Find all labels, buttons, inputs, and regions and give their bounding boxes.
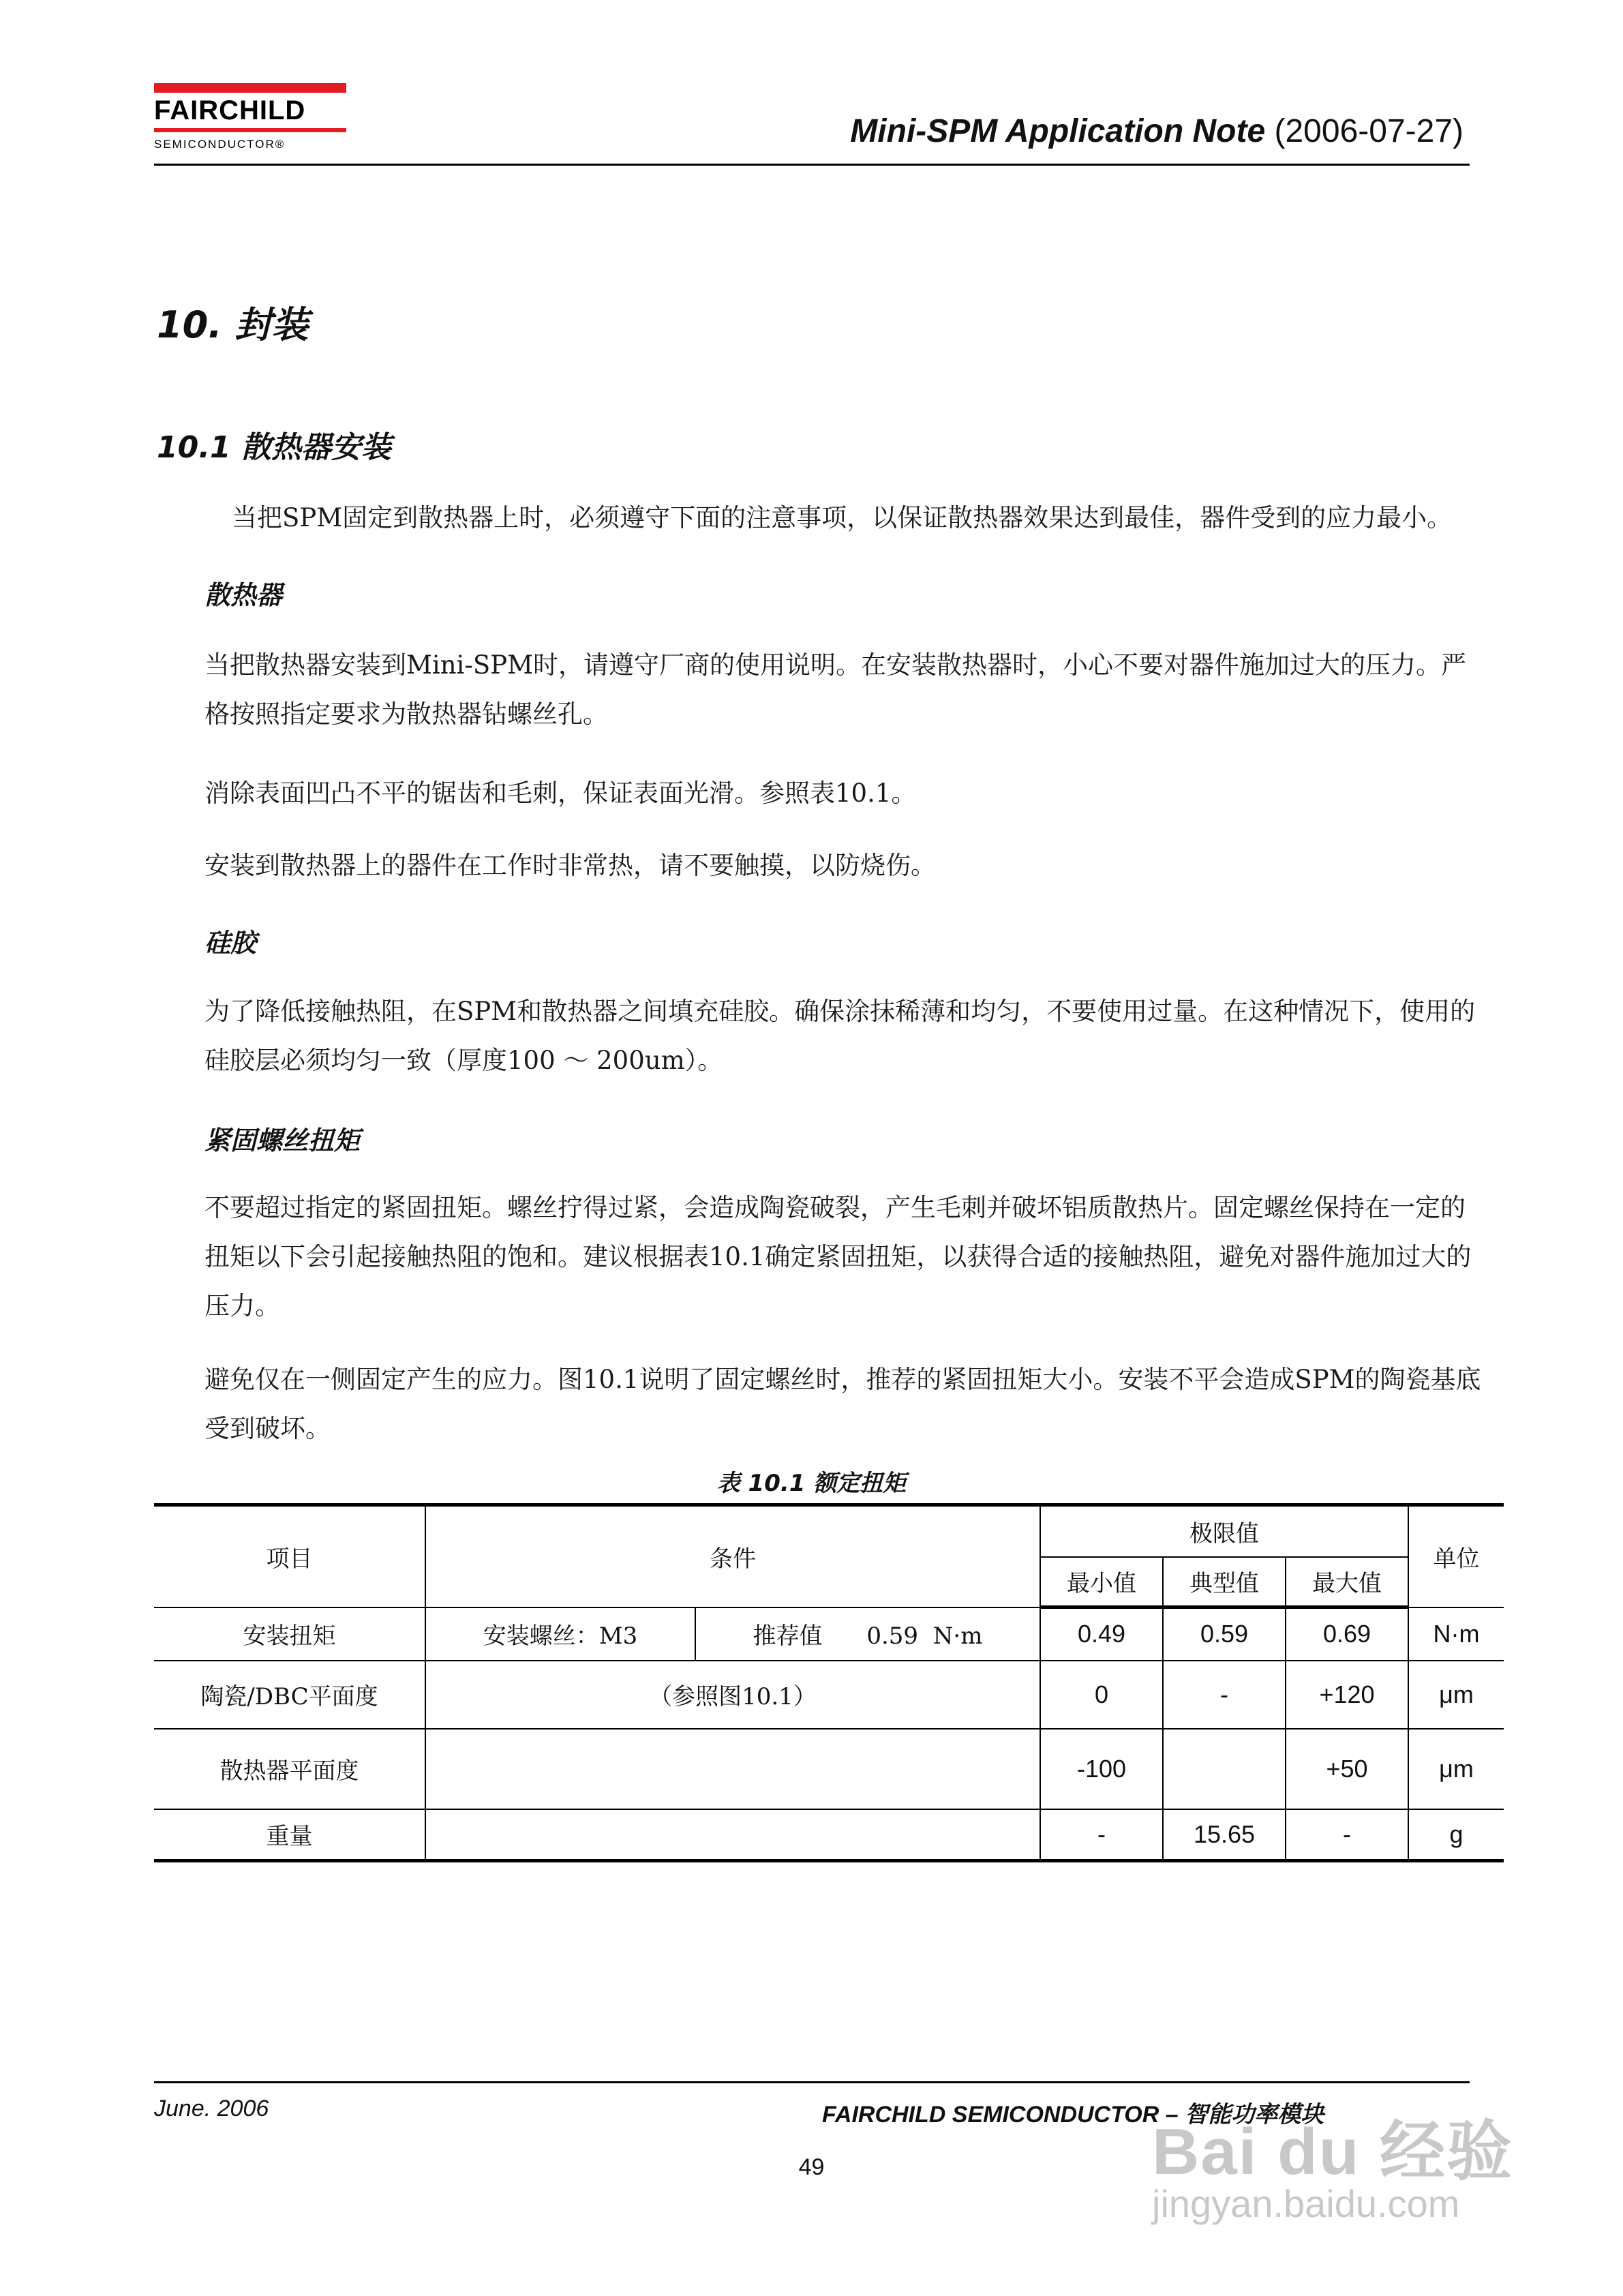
cell-condition [425, 1809, 1040, 1861]
cell-min: -100 [1040, 1729, 1163, 1809]
header-typ: 典型值 [1163, 1557, 1286, 1607]
footer-date: June. 2006 [154, 2096, 269, 2121]
cell-condition-screw: 安装螺丝：M3 [425, 1607, 695, 1661]
intro-paragraph: 当把SPM固定到散热器上时，必须遵守下面的注意事项，以保证散热器效果达到最佳，器件受到的应力最小。 [232, 503, 1453, 532]
header-min: 最小值 [1040, 1557, 1163, 1607]
cell-typ: - [1163, 1661, 1286, 1729]
cell-item: 重量 [154, 1809, 425, 1861]
header-item: 项目 [154, 1505, 425, 1607]
table-header-row-1 [154, 1505, 1504, 1557]
cell-typ: 0.59 [1163, 1607, 1286, 1661]
table-caption: 表 10.1 额定扭矩 [716, 1470, 907, 1497]
chapter-heading: 10. 封装 [157, 303, 309, 346]
silicone-subheading: 硅胶 [204, 928, 257, 958]
cell-min: - [1040, 1809, 1163, 1861]
cell-condition-recommended: 推荐值 0.59 N·m [695, 1607, 1040, 1661]
heatsink-paragraph-1: 当把散热器安装到Mini-SPM时，请遵守厂商的使用说明。在安装散热器时，小心不要对器件施加过大的压力。严格按照指定要求为散热器钻螺丝孔。 [204, 650, 1467, 729]
logo-subtitle: SEMICONDUCTOR® [154, 138, 286, 151]
header-divider [154, 164, 1470, 166]
table-row [154, 1661, 1504, 1729]
cell-max: +120 [1286, 1661, 1408, 1729]
silicone-paragraph: 为了降低接触热阻，在SPM和散热器之间填充硅胶。确保涂抹稀薄和均匀，不要使用过量。在这种情况下，使用的硅胶层必须均匀一致（厚度100 ～ 200um）。 [204, 997, 1476, 1075]
torque-paragraph-2: 避免仅在一侧固定产生的应力。图10.1说明了固定螺丝时，推荐的紧固扭矩大小。安装不平会造成SPM的陶瓷基底受到破坏。 [204, 1365, 1481, 1443]
document-title: Mini-SPM Application Note (2006-07-27) [850, 113, 1463, 149]
logo-red-bar-bottom [154, 128, 346, 132]
footer-divider [154, 2081, 1470, 2083]
cell-item: 陶瓷/DBC平面度 [154, 1661, 425, 1729]
watermark-brand: Bai du 经验 [1152, 2115, 1514, 2188]
table-row [154, 1729, 1504, 1809]
logo-name: FAIRCHILD [154, 95, 306, 125]
torque-subheading: 紧固螺丝扭矩 [204, 1126, 361, 1155]
footer-company: FAIRCHILD SEMICONDUCTOR – 智能功率模块 [822, 2102, 1324, 2128]
cell-unit: μm [1408, 1661, 1504, 1729]
table-row [154, 1607, 1504, 1661]
cell-typ [1163, 1729, 1286, 1809]
cell-condition [425, 1729, 1040, 1809]
header-condition: 条件 [425, 1505, 1040, 1607]
cell-min: 0.49 [1040, 1607, 1163, 1661]
logo-red-bar-top [154, 83, 346, 93]
cell-max: +50 [1286, 1729, 1408, 1809]
cell-unit: g [1408, 1809, 1504, 1861]
heatsink-paragraph-3: 安装到散热器上的器件在工作时非常热，请不要触摸，以防烧伤。 [204, 851, 936, 880]
page-number: 49 [798, 2154, 825, 2180]
cell-item: 散热器平面度 [154, 1729, 425, 1809]
cell-condition: （参照图10.1） [425, 1661, 1040, 1729]
heatsink-paragraph-2: 消除表面凹凸不平的锯齿和毛刺，保证表面光滑。参照表10.1。 [204, 779, 917, 808]
heatsink-subheading: 散热器 [204, 580, 283, 610]
header-unit: 单位 [1408, 1505, 1504, 1607]
section-heading: 10.1 散热器安装 [157, 430, 391, 465]
torque-paragraph-1: 不要超过指定的紧固扭矩。螺丝拧得过紧，会造成陶瓷破裂，产生毛刺并破坏铝质散热片。固定螺丝保持在一定的扭矩以下会引起接触热阻的饱和。建议根据表10.1确定紧固扭矩，以获得合适的接触热阻，避免对器件施加过大的压力。 [204, 1193, 1472, 1320]
torque-table [154, 1503, 1504, 1862]
cell-item: 安装扭矩 [154, 1607, 425, 1661]
cell-min: 0 [1040, 1661, 1163, 1729]
cell-unit: μm [1408, 1729, 1504, 1809]
watermark-url: jingyan.baidu.com [1152, 2182, 1460, 2225]
cell-unit: N·m [1408, 1607, 1504, 1661]
cell-max: - [1286, 1809, 1408, 1861]
cell-max: 0.69 [1286, 1607, 1408, 1661]
table-row [154, 1809, 1504, 1861]
header-max: 最大值 [1286, 1557, 1408, 1607]
header-limits: 极限值 [1040, 1505, 1408, 1557]
cell-typ: 15.65 [1163, 1809, 1286, 1861]
